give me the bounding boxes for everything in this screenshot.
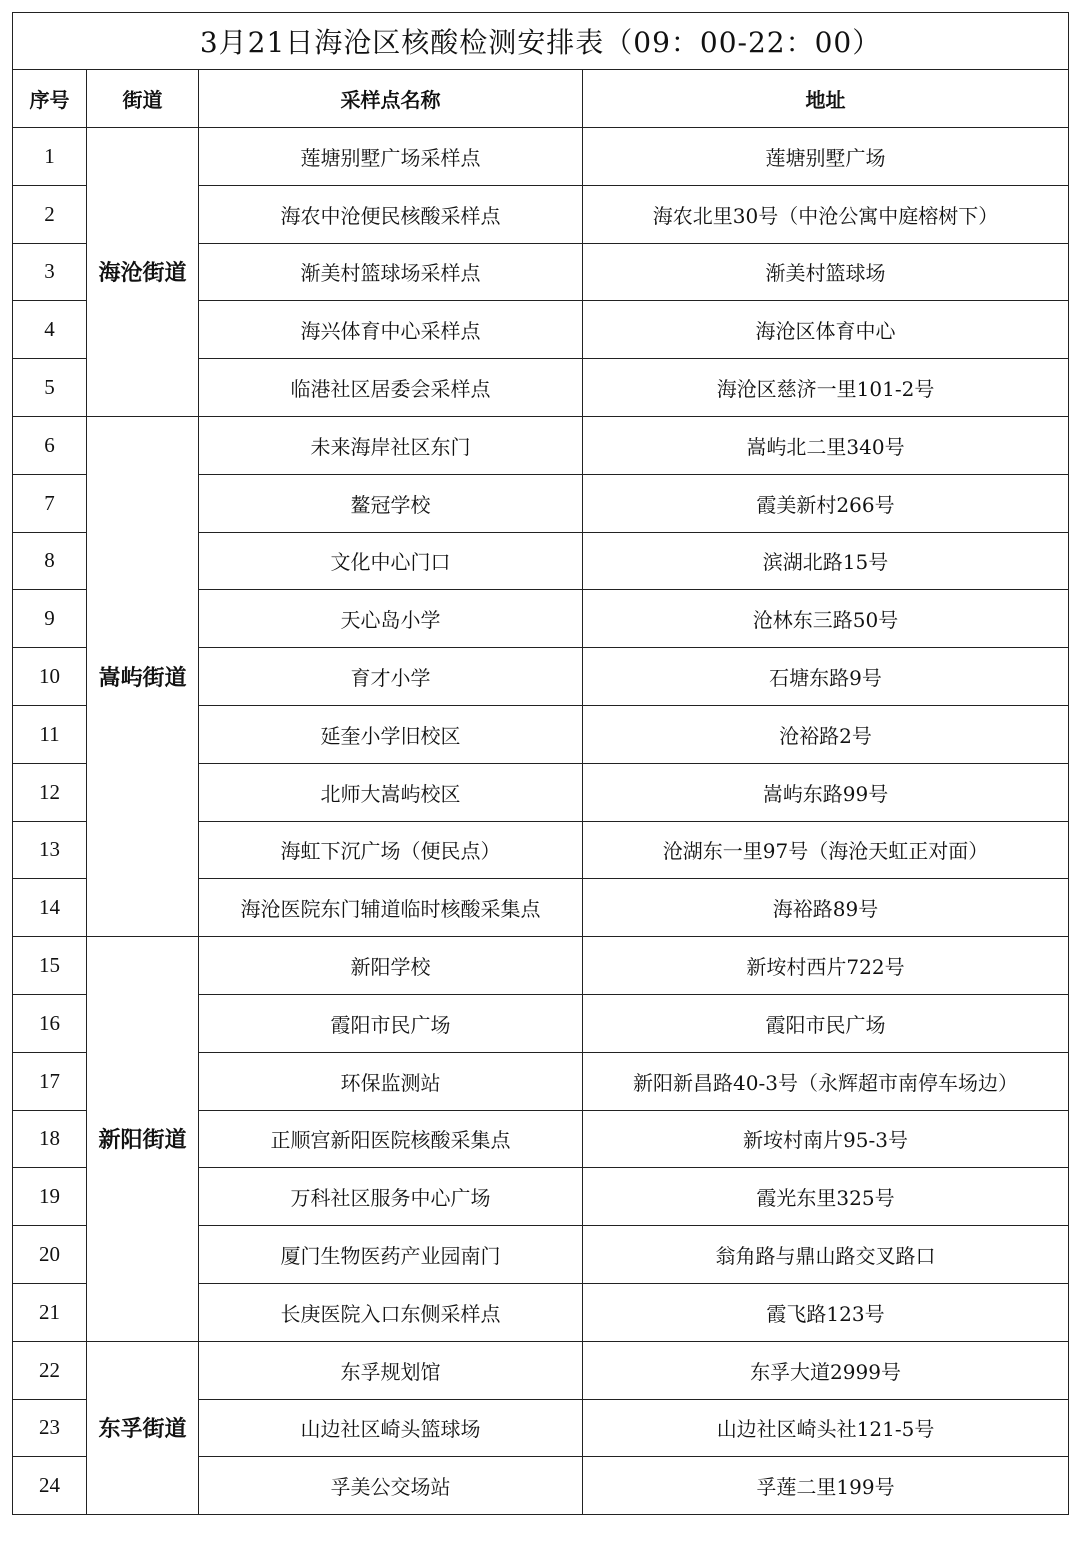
row-number: 21: [13, 1283, 87, 1341]
site-name: 天心岛小学: [199, 590, 583, 648]
table-row: [13, 416, 1069, 474]
site-address: 新阳新昌路40-3号（永辉超市南停车场边）: [583, 1052, 1069, 1110]
site-address: 滨湖北路15号: [583, 532, 1069, 590]
site-name: 新阳学校: [199, 937, 583, 995]
site-address: 霞光东里325号: [583, 1168, 1069, 1226]
site-address: 渐美村篮球场: [583, 243, 1069, 301]
row-number: 9: [13, 590, 87, 648]
row-number: 10: [13, 648, 87, 706]
row-number: 11: [13, 705, 87, 763]
row-number: 20: [13, 1226, 87, 1284]
header-row: [13, 70, 1069, 128]
site-address: 嵩屿东路99号: [583, 763, 1069, 821]
site-name: 孚美公交场站: [199, 1457, 583, 1515]
site-address: 石塘东路9号: [583, 648, 1069, 706]
table-row: [13, 128, 1069, 186]
header-street: 街道: [87, 70, 199, 128]
site-name: 霞阳市民广场: [199, 994, 583, 1052]
site-name: 海兴体育中心采样点: [199, 301, 583, 359]
site-name: 渐美村篮球场采样点: [199, 243, 583, 301]
street-name: 嵩屿街道: [87, 416, 199, 936]
site-name: 育才小学: [199, 648, 583, 706]
row-number: 15: [13, 937, 87, 995]
row-number: 16: [13, 994, 87, 1052]
site-address: 嵩屿北二里340号: [583, 416, 1069, 474]
row-number: 24: [13, 1457, 87, 1515]
street-name: 东孚街道: [87, 1341, 199, 1514]
row-number: 7: [13, 474, 87, 532]
site-name: 长庚医院入口东侧采样点: [199, 1283, 583, 1341]
table-body: [13, 128, 1069, 1515]
site-name: 北师大嵩屿校区: [199, 763, 583, 821]
site-name: 临港社区居委会采样点: [199, 359, 583, 417]
row-number: 17: [13, 1052, 87, 1110]
row-number: 13: [13, 821, 87, 879]
site-name: 正顺宫新阳医院核酸采集点: [199, 1110, 583, 1168]
site-address: 孚莲二里199号: [583, 1457, 1069, 1515]
street-name: 新阳街道: [87, 937, 199, 1342]
row-number: 2: [13, 185, 87, 243]
site-address: 霞阳市民广场: [583, 994, 1069, 1052]
schedule-table: [12, 12, 1069, 1515]
street-name: 海沧街道: [87, 128, 199, 417]
row-number: 14: [13, 879, 87, 937]
row-number: 4: [13, 301, 87, 359]
site-name: 东孚规划馆: [199, 1341, 583, 1399]
table-title: 3月21日海沧区核酸检测安排表（09：00-22：00）: [13, 13, 1069, 70]
site-address: 霞美新村266号: [583, 474, 1069, 532]
site-address: 东孚大道2999号: [583, 1341, 1069, 1399]
row-number: 8: [13, 532, 87, 590]
site-address: 海沧区体育中心: [583, 301, 1069, 359]
row-number: 5: [13, 359, 87, 417]
row-number: 1: [13, 128, 87, 186]
site-name: 环保监测站: [199, 1052, 583, 1110]
row-number: 6: [13, 416, 87, 474]
site-address: 沧林东三路50号: [583, 590, 1069, 648]
site-name: 文化中心门口: [199, 532, 583, 590]
site-address: 莲塘别墅广场: [583, 128, 1069, 186]
site-address: 新垵村南片95-3号: [583, 1110, 1069, 1168]
site-name: 延奎小学旧校区: [199, 705, 583, 763]
header-site: 采样点名称: [199, 70, 583, 128]
site-name: 山边社区崎头篮球场: [199, 1399, 583, 1457]
site-address: 新垵村西片722号: [583, 937, 1069, 995]
site-name: 鳌冠学校: [199, 474, 583, 532]
site-address: 山边社区崎头社121-5号: [583, 1399, 1069, 1457]
site-address: 沧湖东一里97号（海沧天虹正对面）: [583, 821, 1069, 879]
site-address: 沧裕路2号: [583, 705, 1069, 763]
site-address: 海农北里30号（中沧公寓中庭榕树下）: [583, 185, 1069, 243]
row-number: 18: [13, 1110, 87, 1168]
site-address: 翁角路与鼎山路交叉路口: [583, 1226, 1069, 1284]
schedule-document: [12, 12, 1068, 1515]
site-name: 海农中沧便民核酸采样点: [199, 185, 583, 243]
site-name: 海虹下沉广场（便民点）: [199, 821, 583, 879]
site-name: 莲塘别墅广场采样点: [199, 128, 583, 186]
site-address: 霞飞路123号: [583, 1283, 1069, 1341]
header-address: 地址: [583, 70, 1069, 128]
header-no: 序号: [13, 70, 87, 128]
table-row: [13, 937, 1069, 995]
row-number: 12: [13, 763, 87, 821]
site-address: 海沧区慈济一里101-2号: [583, 359, 1069, 417]
site-address: 海裕路89号: [583, 879, 1069, 937]
row-number: 22: [13, 1341, 87, 1399]
site-name: 厦门生物医药产业园南门: [199, 1226, 583, 1284]
row-number: 23: [13, 1399, 87, 1457]
site-name: 万科社区服务中心广场: [199, 1168, 583, 1226]
row-number: 3: [13, 243, 87, 301]
site-name: 海沧医院东门辅道临时核酸采集点: [199, 879, 583, 937]
table-row: [13, 1341, 1069, 1399]
site-name: 未来海岸社区东门: [199, 416, 583, 474]
row-number: 19: [13, 1168, 87, 1226]
